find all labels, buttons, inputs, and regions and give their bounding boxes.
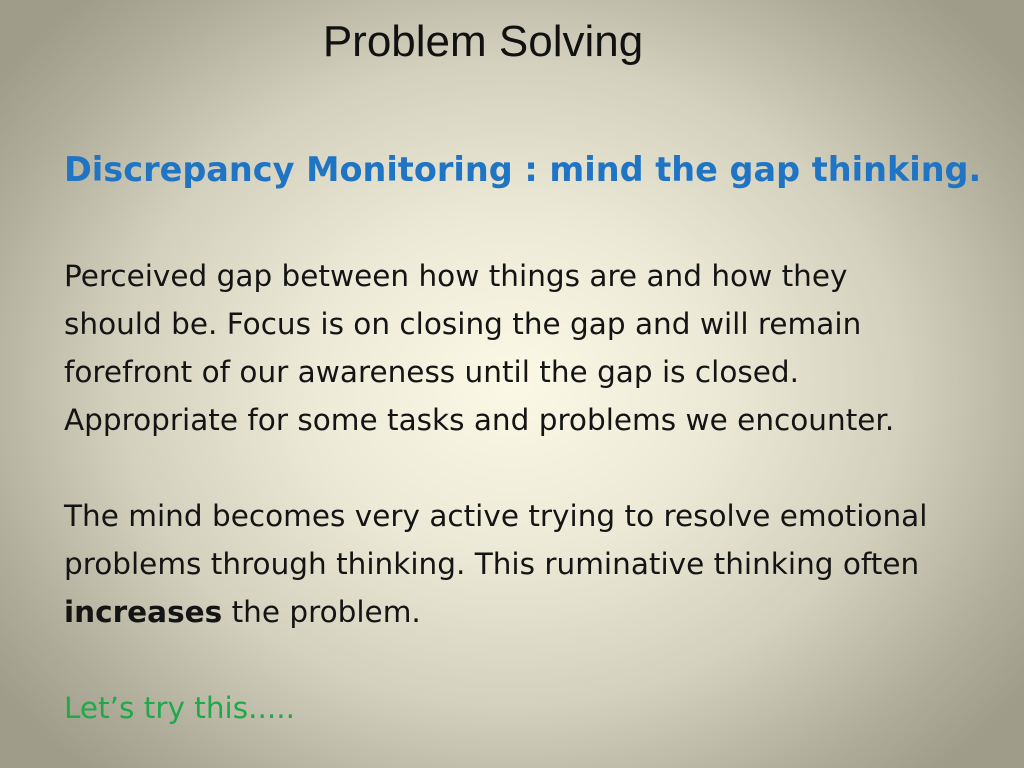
slide-subtitle: Discrepancy Monitoring : mind the gap thinking.: [64, 150, 982, 189]
paragraph-line-rest: the problem.: [222, 595, 421, 629]
paragraph-line: should be. Focus is on closing the gap and will remain: [64, 307, 862, 341]
call-to-action: Let’s try this.....: [64, 691, 296, 725]
paragraph-line: Appropriate for some tasks and problems we encounter.: [64, 403, 895, 437]
emphasis-increases: increases: [64, 595, 223, 629]
paragraph-line: forefront of our awareness until the gap is closed.: [64, 355, 800, 389]
paragraph-line: Perceived gap between how things are and how they: [64, 259, 848, 293]
slide-title: Problem Solving: [322, 17, 644, 66]
paragraph-line: The mind becomes very active trying to resolve emotional: [64, 499, 928, 533]
paragraph-line: [64, 588, 927, 636]
paragraph-rumination: [64, 492, 927, 636]
paragraph-discrepancy: [64, 252, 894, 444]
paragraph-line: problems through thinking. This ruminative thinking often: [64, 547, 920, 581]
